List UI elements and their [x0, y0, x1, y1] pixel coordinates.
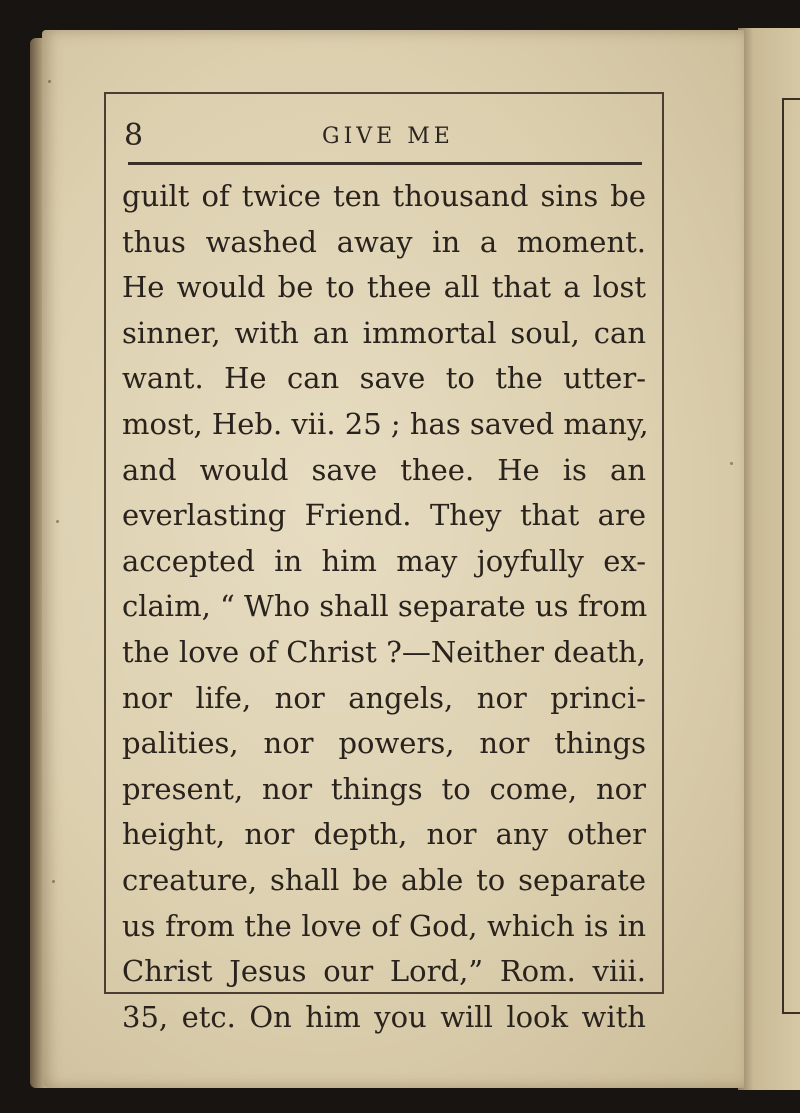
- text-line: 35, etc. On him you will look with: [122, 999, 646, 1034]
- text-line: nor life, nor angels, nor princi-: [122, 680, 646, 715]
- text-line: palities, nor powers, nor things: [122, 726, 646, 761]
- text-line: the love of Christ ?—Neither death,: [122, 634, 646, 669]
- text-line: guilt of twice ten thousand sins be: [122, 179, 646, 213]
- text-line: He would be to thee all that a lost: [122, 270, 646, 305]
- body-text: [122, 174, 649, 1040]
- text-line: us from the love of God, which is in: [122, 908, 646, 943]
- text-line: want. He can save to the utter-: [122, 361, 646, 396]
- facing-page-frame: [782, 98, 800, 1014]
- text-line: accepted in him may joyfully ex-: [122, 543, 646, 578]
- text-line: height, nor depth, nor any other: [122, 817, 646, 852]
- text-line: claim, “ Who shall separate us from: [122, 589, 648, 624]
- text-line: most, Heb. vii. 25 ; has saved many,: [122, 406, 649, 441]
- text-line: thus washed away in a moment.: [122, 224, 646, 259]
- text-line: sinner, with an immortal soul, can: [122, 315, 646, 350]
- running-head: GIVE ME: [322, 124, 454, 149]
- text-line: present, nor things to come, nor: [122, 771, 646, 806]
- text-line: Christ Jesus our Lord,” Rom. viii.: [122, 954, 646, 989]
- header-rule: [128, 162, 642, 165]
- page-header: [122, 118, 646, 158]
- page-number: 8: [124, 118, 144, 153]
- text-line: everlasting Friend. They that are: [122, 498, 646, 533]
- text-line: and would save thee. He is an: [122, 452, 646, 487]
- text-line: creature, shall be able to separate: [122, 862, 646, 897]
